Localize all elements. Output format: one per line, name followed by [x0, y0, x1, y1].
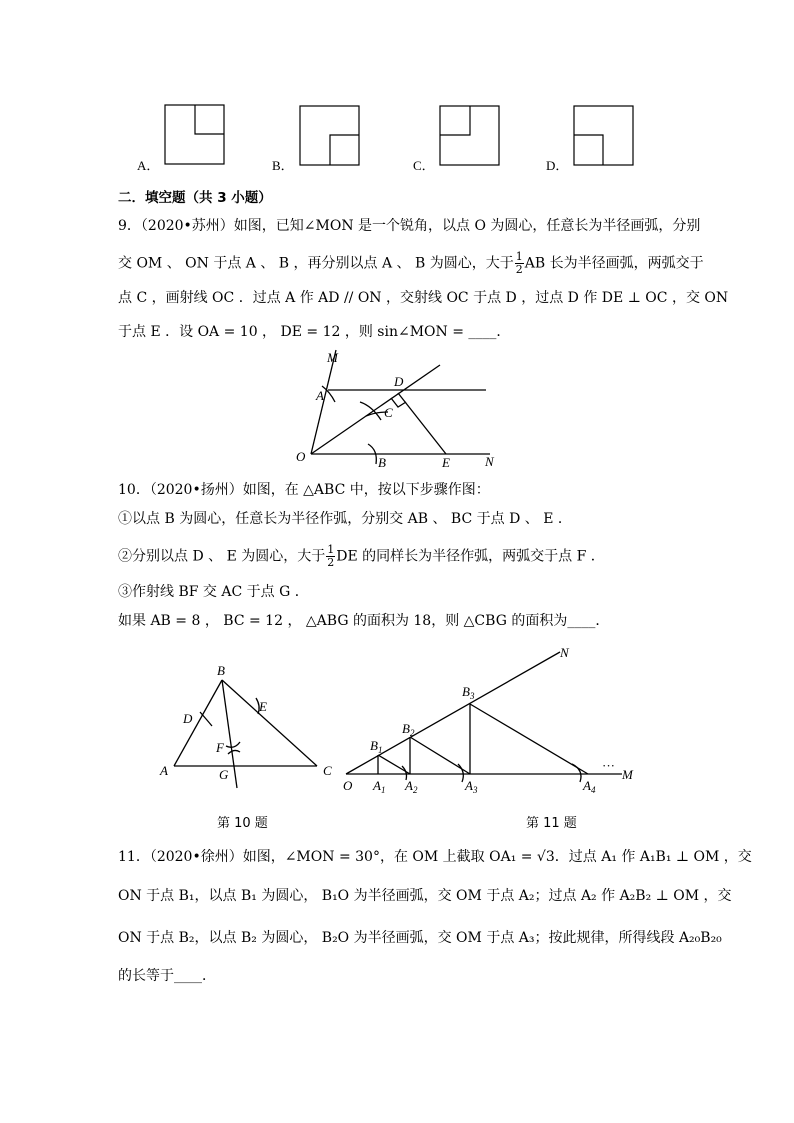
- q10-arc-f1: [226, 742, 240, 747]
- q11-b3a4: [470, 704, 588, 774]
- q11-label-a1: [372, 778, 385, 795]
- option-squares-svg: [0, 0, 794, 175]
- q9-line2b: AB 长为半径画弧，两弧交于: [524, 255, 704, 272]
- q10-arc-d: [200, 712, 212, 726]
- q9-frac-num: 1: [515, 250, 523, 263]
- q11-label-a4-letter: A: [583, 778, 591, 793]
- q11-caption: 第 11 题: [526, 816, 577, 831]
- q11-label-a2: [404, 778, 418, 795]
- figures-svg: [0, 640, 794, 820]
- ray-oc: [311, 365, 440, 454]
- q11-label-a4: [582, 778, 596, 795]
- q11-label-dots: ···: [602, 758, 615, 773]
- option-figures: [0, 0, 794, 175]
- q9-frac-den: 2: [515, 263, 523, 276]
- q11-label-a3: [464, 778, 478, 795]
- q11-line4: 的长等于____．: [118, 968, 216, 984]
- q10-label-d: D: [183, 711, 193, 726]
- q11-label-m: M: [622, 767, 633, 782]
- q10-label-b: B: [217, 663, 225, 678]
- q9-line3: 点 C ，画射线 OC ．过点 A 作 AD // ON ，交射线 OC 于点 D ，过点 D 作 DE ⊥ OC ，交 ON: [118, 290, 729, 306]
- q11-label-b3-sub: 3: [469, 691, 475, 701]
- q10-step1: ①以点 B 为圆心，任意长为半径作弧，分别交 AB 、 BC 于点 D 、 E ．: [118, 511, 572, 527]
- q10-side-bc: [222, 680, 317, 766]
- q11-label-b3: [462, 684, 475, 701]
- q10-side-ab: [174, 680, 222, 766]
- q11-label-b2-sub: 2: [409, 728, 415, 738]
- q10-step3: ③作射线 BF 交 AC 于点 G ．: [118, 584, 309, 600]
- q11-label-a2-letter: A: [405, 778, 413, 793]
- q10-frac-den: 2: [327, 556, 335, 569]
- q9-label-m: M: [327, 350, 338, 365]
- q10-q11-figures: [0, 640, 794, 820]
- q9-label-o: O: [296, 449, 306, 464]
- q10-step2b: DE 的同样长为半径作弧，两弧交于点 F ．: [336, 548, 605, 565]
- q11-label-n: N: [560, 645, 569, 660]
- q10-label-g: G: [219, 767, 229, 782]
- q11-label-o: O: [343, 778, 353, 793]
- q11-label-a2-sub: 2: [412, 785, 418, 795]
- q11-label-b1: [370, 738, 382, 755]
- q11-label-a1-sub: 1: [380, 785, 386, 795]
- option-a-label[interactable]: A．: [137, 158, 160, 173]
- q9-line1: 9．（2020•苏州）如图，已知∠MON 是一个锐角，以点 O 为圆心，任意长为半径画弧，分别: [118, 218, 701, 234]
- q10-step2a: ②分别以点 D 、 E 为圆心，大于: [118, 548, 326, 565]
- q9-label-c: C: [384, 405, 393, 420]
- q10-frac-num: 1: [327, 543, 335, 556]
- q10-caption: 第 10 题: [217, 816, 268, 831]
- q11-label-b1-sub: 1: [377, 745, 383, 755]
- option-a-figure: [165, 105, 224, 164]
- q11-label-a3-sub: 3: [472, 785, 478, 795]
- option-b-label[interactable]: B．: [272, 158, 294, 173]
- q11-arc-a4: [572, 764, 581, 782]
- q11-label-a3-letter: A: [465, 778, 473, 793]
- q9-figure: [0, 340, 794, 475]
- section-title: 二．填空题（共 3 小题）: [118, 190, 272, 206]
- q9-label-b: B: [378, 455, 386, 470]
- q11-label-b2: [402, 721, 415, 738]
- option-d-figure: [574, 106, 633, 165]
- q11-label-b1-letter: B: [370, 738, 378, 753]
- q11-line2: ON 于点 B₁，以点 B₁ 为圆心， B₁O 为半径画弧，交 OM 于点 A₂；过点 A₂ 作 A₂B₂ ⊥ OM ，交: [118, 888, 732, 904]
- q10-fraction: [326, 544, 335, 569]
- q10-line1: 10．（2020•扬州）如图，在 △ABC 中，按以下步骤作图：: [118, 482, 490, 498]
- option-b-figure: [300, 106, 359, 165]
- q9-figure-svg: [0, 340, 794, 475]
- q10-label-e: E: [259, 699, 267, 714]
- q11-label-b3-letter: B: [462, 684, 470, 699]
- q9-label-e: E: [442, 455, 450, 470]
- option-d-label[interactable]: D．: [546, 158, 569, 173]
- q10-label-f: F: [216, 740, 224, 755]
- q11-line1: 11．（2020•徐州）如图，∠MON = 30°，在 OM 上截取 OA₁ = √3．过点 A₁ 作 A₁B₁ ⊥ OM ，交: [118, 849, 752, 865]
- q10-line5: 如果 AB = 8 ， BC = 12 ， △ABG 的面积为 18，则 △CBG 的面积为____．: [118, 613, 610, 629]
- q9-line4: 于点 E ．设 OA = 10 ， DE = 12 ，则 sin∠MON = ____．: [118, 324, 511, 340]
- q9-label-a: A: [316, 388, 324, 403]
- q10-label-c: C: [323, 763, 332, 778]
- q9-line2: [118, 251, 704, 276]
- q10-step2: [118, 544, 605, 569]
- q9-fraction: [515, 251, 524, 276]
- q10-label-a: A: [160, 763, 168, 778]
- q9-line2a: 交 OM 、 ON 于点 A 、 B ，再分别以点 A 、 B 为圆心，大于: [118, 255, 514, 272]
- q11-label-b2-letter: B: [402, 721, 410, 736]
- q10-figure: [174, 680, 317, 788]
- q10-arc-f2: [228, 750, 240, 754]
- option-c-label[interactable]: C．: [413, 158, 435, 173]
- q11-label-a4-sub: 4: [590, 785, 596, 795]
- q9-label-d: D: [394, 374, 404, 389]
- q11-label-a1-letter: A: [373, 778, 381, 793]
- q11-figure: [346, 652, 622, 782]
- q9-label-n: N: [485, 454, 494, 469]
- q11-line3: ON 于点 B₂，以点 B₂ 为圆心， B₂O 为半径画弧，交 OM 于点 A₃；按此规律，所得线段 A₂₀B₂₀: [118, 930, 722, 946]
- option-c-figure: [440, 106, 499, 165]
